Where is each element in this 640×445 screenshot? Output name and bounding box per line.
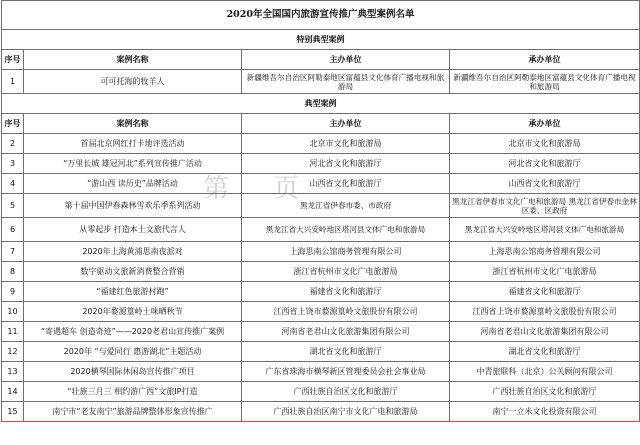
cell-host: 广西壮族自治区南宁市文化广电和旅游局 <box>242 402 450 422</box>
cell-organizer: 中青旅联科（北京）公关顾问有限公司 <box>450 362 640 382</box>
header-host: 主办单位 <box>242 114 450 134</box>
table-row <box>2 362 640 382</box>
cell-case: “寄遇超车 创造奇迹”——2020老君山宣传推广案例 <box>24 322 242 342</box>
cell-case: 从零起步 打造本土文旅代言人 <box>24 218 242 242</box>
title-row <box>2 1 640 30</box>
cell-organizer: 南宁一立米文化投资有限公司 <box>450 402 640 422</box>
header-seq: 序号 <box>2 114 24 134</box>
cell-seq: 7 <box>2 242 24 262</box>
page-watermark: 第 页 <box>203 174 318 204</box>
cell-seq: 1 <box>2 70 24 94</box>
table-row <box>2 302 640 322</box>
cell-organizer: 山西省文化和旅游厅 <box>450 174 640 194</box>
cell-case: “游山西 读历史”品牌活动 <box>24 174 242 194</box>
cell-case: 南宁市“老友南宁”旅游品牌整体形象宣传推广 <box>24 402 242 422</box>
cell-case: 2020年婺源篁岭土味晒秋节 <box>24 302 242 322</box>
cell-host: 浙江省杭州市文化广电旅游局 <box>242 262 450 282</box>
cell-host: 河南省老君山文化旅游集团有限公司 <box>242 322 450 342</box>
cell-host: 新疆维吾尔自治区阿勒泰地区富蕴县文化体育广播电视和旅游局 <box>242 70 450 94</box>
table-row <box>2 174 640 194</box>
cell-seq: 12 <box>2 342 24 362</box>
cell-seq: 9 <box>2 282 24 302</box>
cell-seq: 10 <box>2 302 24 322</box>
cell-organizer: 黑龙江省伊春市文化广电和旅游局 黑龙江省伊春市金林区委、区政府 <box>450 194 640 218</box>
typical-section-title: 典型案例 <box>2 94 640 114</box>
cell-organizer: 北京市文化和旅游局 <box>450 134 640 154</box>
cell-seq: 15 <box>2 402 24 422</box>
header-host: 主办单位 <box>242 50 450 70</box>
table-row <box>2 242 640 262</box>
table-row <box>2 262 640 282</box>
header-seq: 序号 <box>2 50 24 70</box>
table-row <box>2 218 640 242</box>
cell-seq: 13 <box>2 362 24 382</box>
cell-organizer: 河南省老君山文化旅游集团有限公司 <box>450 322 640 342</box>
cell-organizer: 河北省文化和旅游厅 <box>450 154 640 174</box>
cell-host: 江西省上饶市婺源篁岭文旅股份有限公司 <box>242 302 450 322</box>
cell-host: 上海思南公馆商务管理有限公司 <box>242 242 450 262</box>
header-row-typical <box>2 114 640 134</box>
cell-organizer: 浙江省杭州市文化广电旅游局 <box>450 262 640 282</box>
cell-seq: 3 <box>2 154 24 174</box>
cell-host: 山西省文化和旅游厅 <box>242 174 450 194</box>
cell-organizer: 广西壮族自治区文化和旅游厅 <box>450 382 640 402</box>
cell-seq: 4 <box>2 174 24 194</box>
cell-seq: 11 <box>2 322 24 342</box>
cell-host: 湖北省文化和旅游厅 <box>242 342 450 362</box>
cell-host: 黑龙江省大兴安岭地区塔河县文体广电和旅游局 <box>242 218 450 242</box>
table-row <box>2 282 640 302</box>
table-row <box>2 322 640 342</box>
header-organizer: 承办单位 <box>450 114 640 134</box>
section-row-typical <box>2 94 640 114</box>
cell-host: 福建省文化和旅游厅 <box>242 282 450 302</box>
cell-organizer: 福建省文化和旅游厅 <box>450 282 640 302</box>
cell-case: 2020年上海黄浦思南夜派对 <box>24 242 242 262</box>
cases-table <box>1 0 640 422</box>
page-title: 2020年全国国内旅游宣传推广典型案例名单 <box>2 1 640 30</box>
cell-seq: 5 <box>2 194 24 218</box>
table-row <box>2 134 640 154</box>
cell-case: 2020年 “与爱同行 惠游湖北”主题活动 <box>24 342 242 362</box>
cell-host: 广西壮族自治区文化和旅游厅 <box>242 382 450 402</box>
cell-case: “壮族三月三 相约游广西”文旅IP打造 <box>24 382 242 402</box>
cell-case: 第十届中国伊春森林雪欢乐季系列活动 <box>24 194 242 218</box>
table-row <box>2 194 640 218</box>
table-row <box>2 382 640 402</box>
cell-organizer: 黑龙江省大兴安岭地区塔河县文体广电和旅游局 <box>450 218 640 242</box>
cell-case: 可可托海的牧羊人 <box>24 70 242 94</box>
header-organizer: 承办单位 <box>450 50 640 70</box>
cell-host: 黑龙江省伊春市委、市政府 <box>242 194 450 218</box>
cell-case: “万里长城 雄冠河北”系列宣传推广活动 <box>24 154 242 174</box>
table-row <box>2 342 640 362</box>
cell-host: 广东省珠海市横琴新区管理委员会社会事业局 <box>242 362 450 382</box>
cell-case: 2020横琴国际休闲岛宣传推广项目 <box>24 362 242 382</box>
cell-case: 数字驱动文旅新消费整合营销 <box>24 262 242 282</box>
cell-case: “福建红色旅游村跑” <box>24 282 242 302</box>
table-row <box>2 70 640 94</box>
table-row <box>2 154 640 174</box>
special-section-title: 特别典型案例 <box>2 30 640 50</box>
cell-seq: 14 <box>2 382 24 402</box>
cell-seq: 8 <box>2 262 24 282</box>
cell-organizer: 湖北省文化和旅游厅 <box>450 342 640 362</box>
cell-host: 北京市文化和旅游局 <box>242 134 450 154</box>
section-row-special <box>2 30 640 50</box>
cell-organizer: 上海思南公馆商务管理有限公司 <box>450 242 640 262</box>
cell-host: 河北省文化和旅游厅 <box>242 154 450 174</box>
cell-case: 首届北京网红打卡地评选活动 <box>24 134 242 154</box>
cell-seq: 2 <box>2 134 24 154</box>
table-row <box>2 402 640 422</box>
cell-organizer: 新疆维吾尔自治区阿勒泰地区富蕴县文化体育广播电视和旅游局 <box>450 70 640 94</box>
cell-seq: 6 <box>2 218 24 242</box>
cell-organizer: 江西省上饶市婺源篁岭文旅股份有限公司 <box>450 302 640 322</box>
header-case: 案例名称 <box>24 50 242 70</box>
header-row-special <box>2 50 640 70</box>
header-case: 案例名称 <box>24 114 242 134</box>
